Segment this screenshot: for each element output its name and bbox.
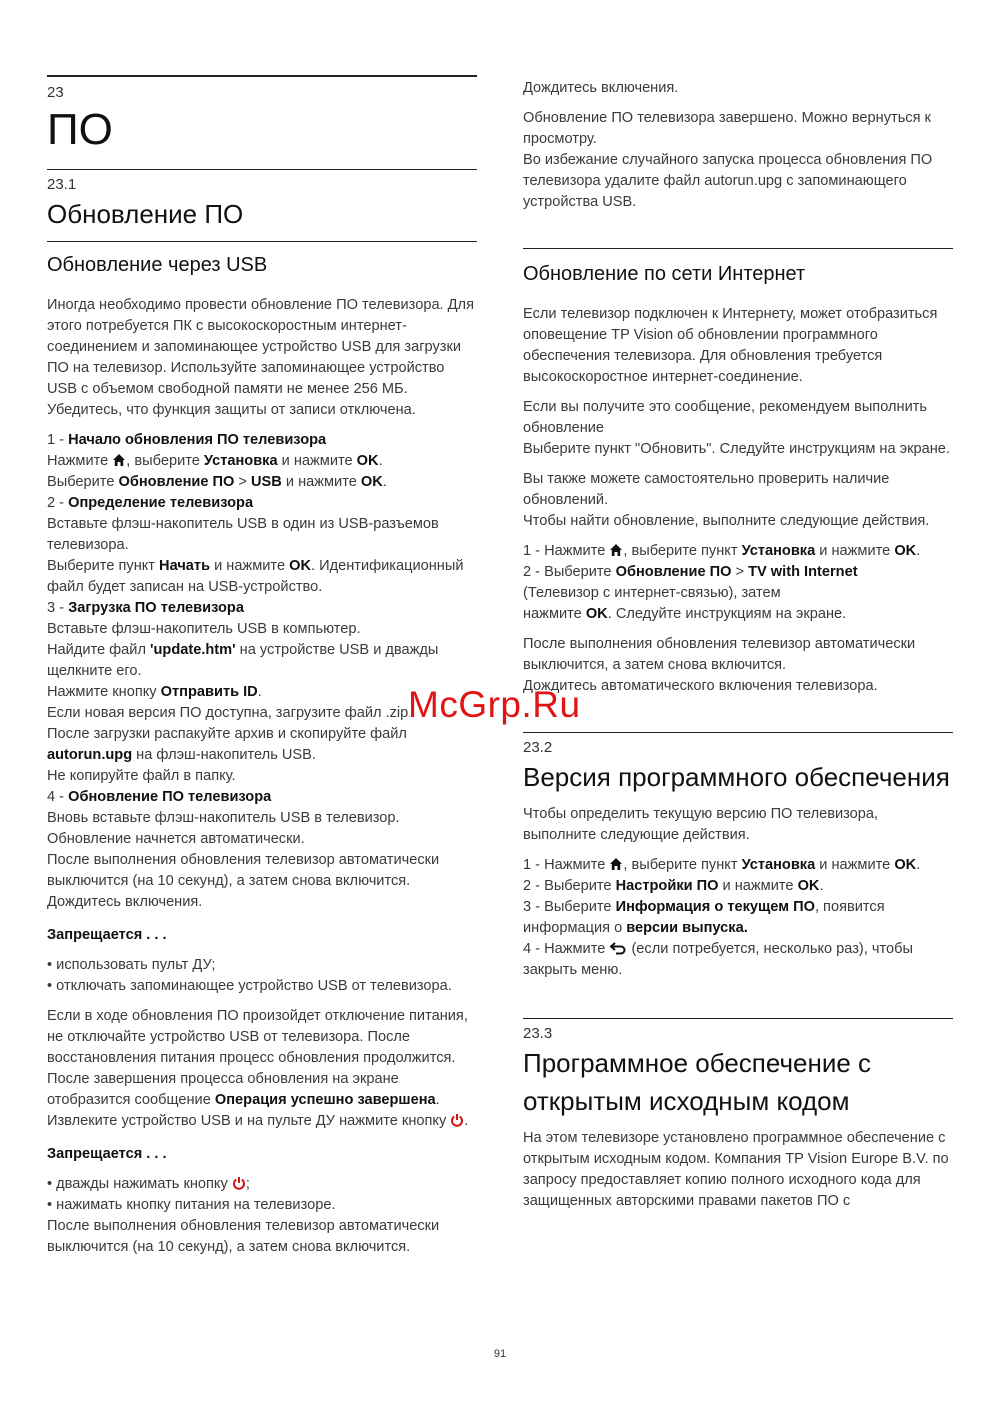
right-column (523, 78, 953, 1221)
home-icon (609, 857, 623, 871)
update-done-text: Обновление ПО телевизора завершено. Можно вернуться к просмотру. Во избежание случайного запуска процесса обновления ПО телевизора удалите файл autorun.upg с запоминающего устройства USB. (523, 110, 933, 210)
usb-step-4: 4 - Обновление ПО телевизора Вновь вставьте флэш-накопитель USB в телевизор. Обновление начнется автоматически. После выполнения обновления телевизор автоматически выключится (на 10 секунд), а затем снова включится. Дождитесь включения. (47, 789, 440, 910)
usb-step-1: 1 - Начало обновления ПО телевизора Нажмите , выберите Установка и нажмите OK. Выберите Обновление ПО > USB и нажмите OK. (47, 432, 387, 490)
forbid-title-2: Запрещается . . . (47, 1146, 167, 1162)
open-source-text: На этом телевизоре установлено программное обеспечение с открытым исходным кодом. Компания TP Vision Europe B.V. по запросу предоставляет копию полного исходного кода для защищенных авторскими правами пакетов ПО с (523, 1130, 949, 1209)
section-233-number: 23.3 (523, 1025, 553, 1042)
subsection-title-internet: Обновление по сети Интернет (523, 263, 806, 285)
usb-step-3: 3 - Загрузка ПО телевизора Вставьте флэш-накопитель USB в компьютер. Найдите файл 'update.htm' на устройстве USB и дважды щелкните его. Нажмите кнопку Отправить ID. Если новая версия ПО доступна, загрузите файл .zip. После загрузки распакуйте архив и скопируйте файл autorun.upg на флэш-накопитель USB. Не копируйте файл в папку. (47, 600, 439, 784)
subsection-rule (47, 241, 477, 242)
internet-p1: Если телевизор подключен к Интернету, может отобразиться оповещение TP Vision об обновлении программного обеспечения телевизора. Для обновления требуется высокоскоростное интернет-соединение. (523, 306, 938, 385)
internet-rule (523, 248, 953, 249)
version-intro: Чтобы определить текущую версию ПО телевизора, выполните следующие действия. (523, 806, 879, 843)
power-icon (450, 1113, 464, 1127)
internet-steps: 1 - Нажмите , выберите пункт Установка и нажмите OK. 2 - Выберите Обновление ПО > TV with Internet (Телевизор с интернет-связью), затем нажмите OK. Следуйте инструкциям на экране. (523, 543, 921, 622)
chapter-rule (47, 75, 477, 77)
home-icon (609, 543, 623, 557)
watermark: McGrp.Ru (408, 684, 581, 725)
section-title: Обновление ПО (47, 199, 244, 229)
section-232-rule (523, 732, 953, 733)
power-loss-text: Если в ходе обновления ПО произойдет отключение питания, не отключайте устройство USB от телевизора. После восстановления питания процесс обновления продолжится. После завершения процесса обновления на экране отобразится сообщение Операция успешно завершена. Извлеките устройство USB и на пульте ДУ нажмите кнопку . (47, 1008, 469, 1129)
internet-p2: Если вы получите это сообщение, рекомендуем выполнить обновление Выберите пункт "Обновить". Следуйте инструкциям на экране. (523, 399, 950, 457)
section-232-number: 23.2 (523, 739, 553, 756)
section-rule (47, 169, 477, 170)
section-233-rule (523, 1018, 953, 1019)
section-233-title: Программное обеспечение с открытым исходным кодом (523, 1048, 872, 1116)
internet-p3: Вы также можете самостоятельно проверить наличие обновлений. Чтобы найти обновление, выполните следующие действия. (523, 471, 930, 529)
forbid-list-1: • использовать пульт ДУ; • отключать запоминающее устройство USB от телевизора. (47, 957, 452, 994)
internet-p4: После выполнения обновления телевизор автоматически выключится, а затем снова включится. Дождитесь автоматического включения телевизора. (523, 636, 916, 694)
version-steps: 1 - Нажмите , выберите пункт Установка и нажмите OK. 2 - Выберите Настройки ПО и нажмите OK. 3 - Выберите Информация о текущем ПО, появится информация о версии выпуска. 4 - Нажмите (если потребуется, несколько раз), чтобы закрыть меню. (523, 857, 921, 978)
back-icon (609, 941, 627, 955)
wait-text: Дождитесь включения. (523, 80, 679, 96)
page-number: 91 (493, 1348, 507, 1360)
forbid-list-2: • дважды нажимать кнопку ; • нажимать кнопку питания на телевизоре. После выполнения обновления телевизор автоматически выключится (на 10 секунд), а затем снова включится. (47, 1176, 440, 1255)
section-number: 23.1 (47, 176, 77, 193)
home-icon (112, 453, 126, 467)
chapter-title: ПО (47, 105, 113, 154)
left-column (47, 75, 477, 1267)
power-icon (232, 1176, 246, 1190)
chapter-number: 23 (47, 84, 64, 101)
forbid-title-1: Запрещается . . . (47, 927, 167, 943)
section-232-title: Версия программного обеспечения (523, 762, 950, 792)
subsection-title-usb: Обновление через USB (47, 254, 268, 276)
usb-intro: Иногда необходимо провести обновление ПО телевизора. Для этого потребуется ПК с высокоскоростным интернет-соединением и запоминающее устройство USB для загрузки ПО на телевизор. Используйте запоминающее устройство USB с объемом свободной памяти не менее 256 МБ. Убедитесь, что функция защиты от записи отключена. (47, 297, 474, 418)
usb-step-2: 2 - Определение телевизора Вставьте флэш-накопитель USB в один из USB-разъемов телевизора. Выберите пункт Начать и нажмите OK. Идентификационный файл будет записан на USB-устройство. (47, 495, 464, 595)
